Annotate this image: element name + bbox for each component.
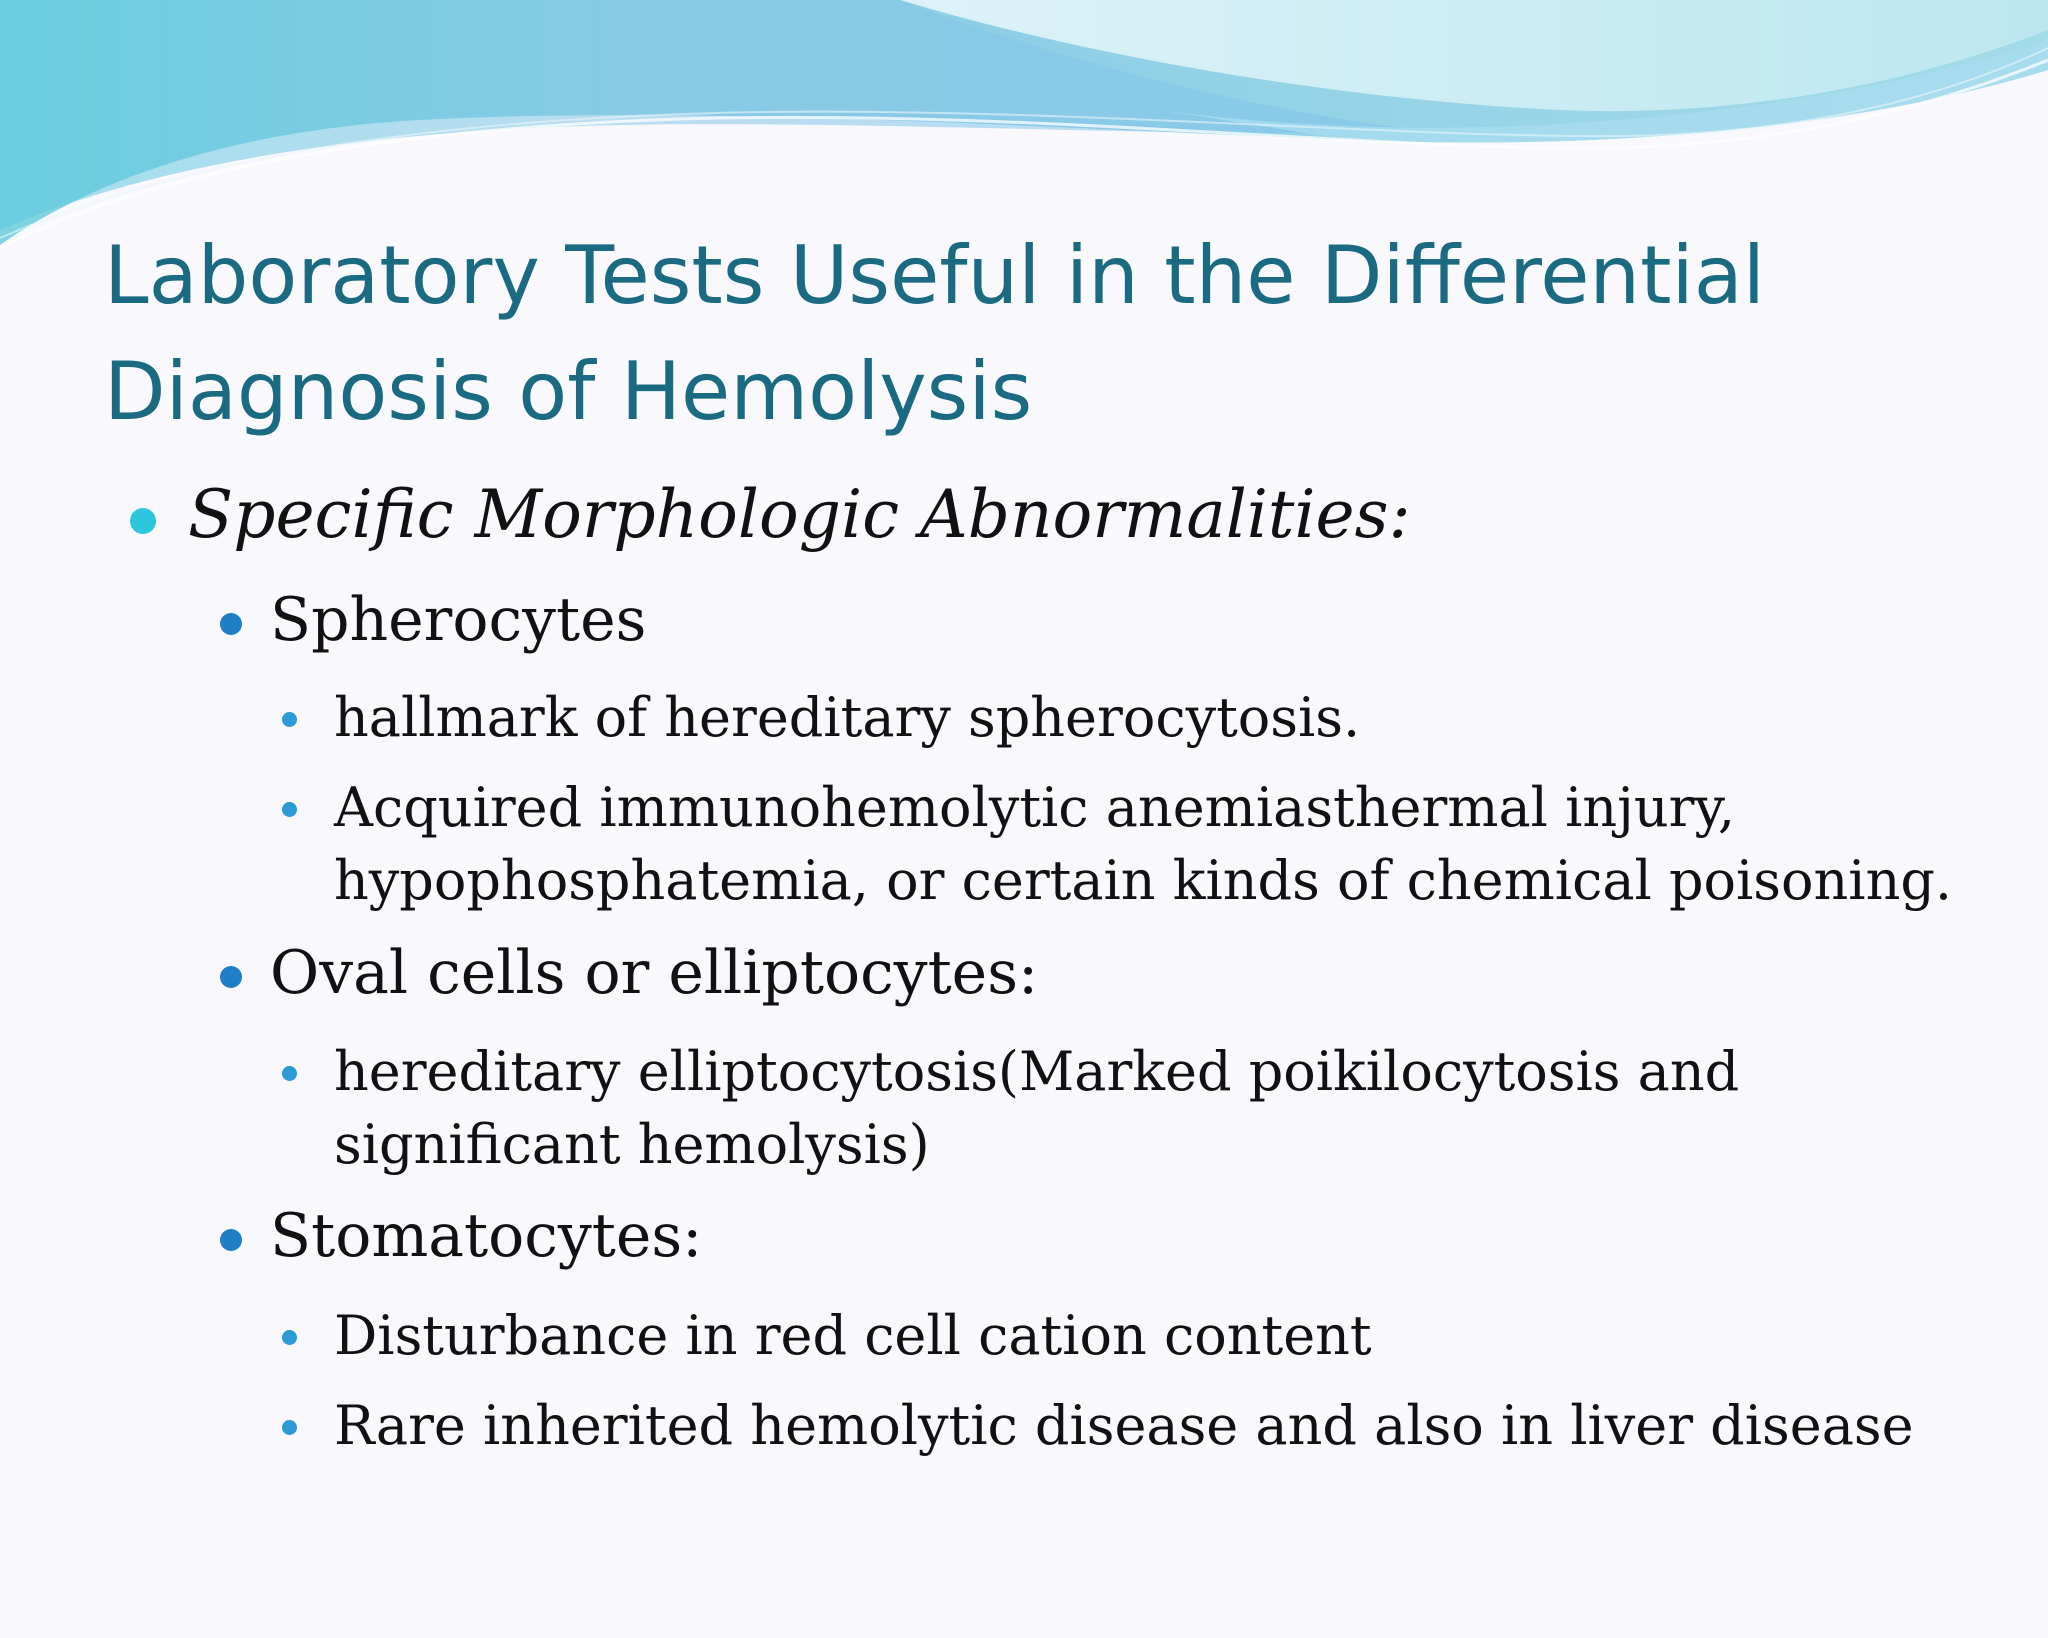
bullet-dot-icon [282, 802, 297, 817]
section-label-spherocytes: Spherocytes [270, 585, 647, 655]
bullet-dot-icon [282, 1420, 297, 1435]
slide-title-line-2: Diagnosis of Hemolysis [104, 345, 1033, 438]
slide-title-line-1: Laboratory Tests Useful in the Differential [104, 229, 1765, 322]
bullet-dot-icon [220, 613, 242, 635]
bullet-dot-icon [130, 508, 156, 534]
sub-point: Rare inherited hemolytic disease and also in liver disease [334, 1394, 1914, 1457]
sub-point: hallmark of hereditary spherocytosis. [334, 686, 1361, 749]
sub-point-line-1: hereditary elliptocytosis(Marked poikilocytosis and [334, 1040, 1740, 1103]
section-label-stomatocytes: Stomatocytes: [270, 1201, 703, 1271]
section-label-oval-cells: Oval cells or elliptocytes: [270, 938, 1039, 1008]
sub-point-line-2: significant hemolysis) [334, 1113, 930, 1176]
bullet-dot-icon [282, 1330, 297, 1345]
sub-point: Disturbance in red cell cation content [334, 1304, 1372, 1367]
bullet-dot-icon [282, 712, 297, 727]
sub-point-line-1: Acquired immunohemolytic anemiasthermal injury, [334, 776, 1735, 839]
bullet-dot-icon [282, 1066, 297, 1081]
bullet-dot-icon [220, 966, 242, 988]
bullet-heading: Specific Morphologic Abnormalities: [188, 476, 1411, 553]
sub-point-line-2: hypophosphatemia, or certain kinds of chemical poisoning. [334, 849, 1953, 912]
bullet-dot-icon [220, 1229, 242, 1251]
